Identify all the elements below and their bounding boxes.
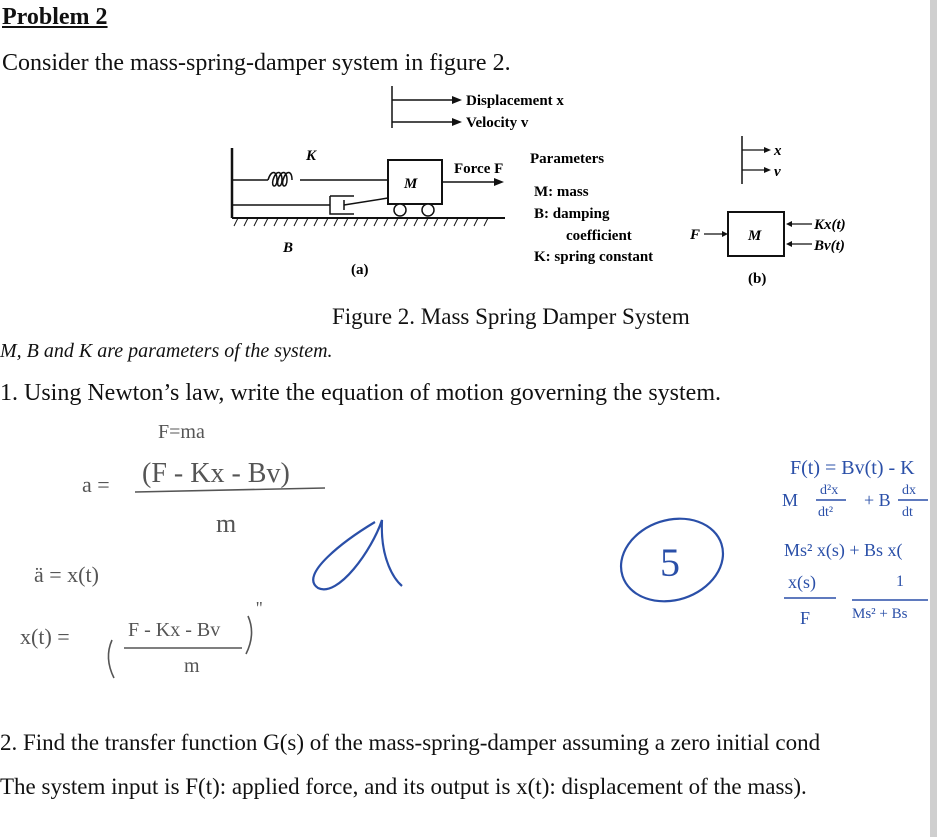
score-value: 5 xyxy=(660,540,680,585)
hw-r4-den: Ms² + Bs xyxy=(852,606,908,622)
hw-r2-b: + B xyxy=(864,490,891,510)
panel-b-kx-label: Kx(t) xyxy=(814,217,846,233)
hw-r4-one: 1 xyxy=(896,573,904,590)
panel-b-sublabel: (b) xyxy=(748,271,767,287)
panel-b-v-label: v xyxy=(774,164,781,180)
hw-x-denominator: m xyxy=(184,655,200,677)
param-damping-2: coefficient xyxy=(566,228,632,244)
hw-r1: F(t) = Bv(t) - K xyxy=(790,457,915,479)
panel-b-bv-label: Bv(t) xyxy=(814,238,845,254)
param-spring: K: spring constant xyxy=(534,249,654,265)
hw-r4-f: F xyxy=(800,608,811,628)
question-2-line-2: The system input is F(t): applied force, and its output is x(t): displacement of the mass). xyxy=(0,774,807,799)
panel-b-x-label: x xyxy=(774,143,782,159)
hw-a-eq: a = xyxy=(82,472,110,497)
displacement-label: Displacement x xyxy=(466,93,564,109)
hw-r3: Ms² x(s) + Bs x( xyxy=(784,540,903,560)
hw-a-numerator: (F - Kx - Bv) xyxy=(142,458,290,489)
param-damping: B: damping xyxy=(534,206,610,222)
hw-x-numerator: F - Kx - Bv xyxy=(128,619,221,641)
mass-m-label-a: M xyxy=(404,176,418,192)
hw-a-ddot: ä = x(t) xyxy=(34,562,99,587)
hw-r2-dx: dx xyxy=(902,483,916,498)
check-mark xyxy=(313,520,402,589)
panel-b-force-label: F xyxy=(690,227,701,243)
damper-b-label: B xyxy=(283,240,294,256)
panel-b-mass-label: M xyxy=(748,228,762,244)
hw-f-ma: F=ma xyxy=(158,421,205,443)
question-2-line-1: 2. Find the transfer function G(s) of the mass-spring-damper assuming a zero initial cond xyxy=(0,730,821,755)
hw-a-denominator: m xyxy=(216,509,237,538)
hw-x-prime: '' xyxy=(256,598,263,618)
hw-x-eq: x(t) = xyxy=(20,624,70,649)
panel-a-sublabel: (a) xyxy=(351,262,369,278)
force-label-a: Force F xyxy=(454,161,504,177)
spring-k-label: K xyxy=(306,148,317,164)
figure-caption: Figure 2. Mass Spring Damper System xyxy=(332,304,690,329)
top-motion-arrows xyxy=(392,86,462,128)
hw-r4-xs: x(s) xyxy=(788,572,816,592)
question-1: 1. Using Newton’s law, write the equation of motion governing the system. xyxy=(0,380,721,406)
panel-a-drawing xyxy=(232,148,505,226)
hw-r2-m: M xyxy=(782,490,799,510)
parameters-heading: Parameters xyxy=(530,151,605,167)
velocity-label: Velocity v xyxy=(466,115,529,131)
problem-title: Problem 2 xyxy=(2,4,108,30)
hw-r2-dt: dt xyxy=(902,505,913,520)
hw-r2-d2x: d²x xyxy=(820,483,839,498)
problem-intro: Consider the mass-spring-damper system in figure 2. xyxy=(2,50,511,76)
parameters-note: M, B and K are parameters of the system. xyxy=(0,340,333,362)
hw-r2-dt2: dt² xyxy=(818,505,834,520)
param-mass: M: mass xyxy=(534,184,589,200)
scan-edge xyxy=(930,0,937,837)
